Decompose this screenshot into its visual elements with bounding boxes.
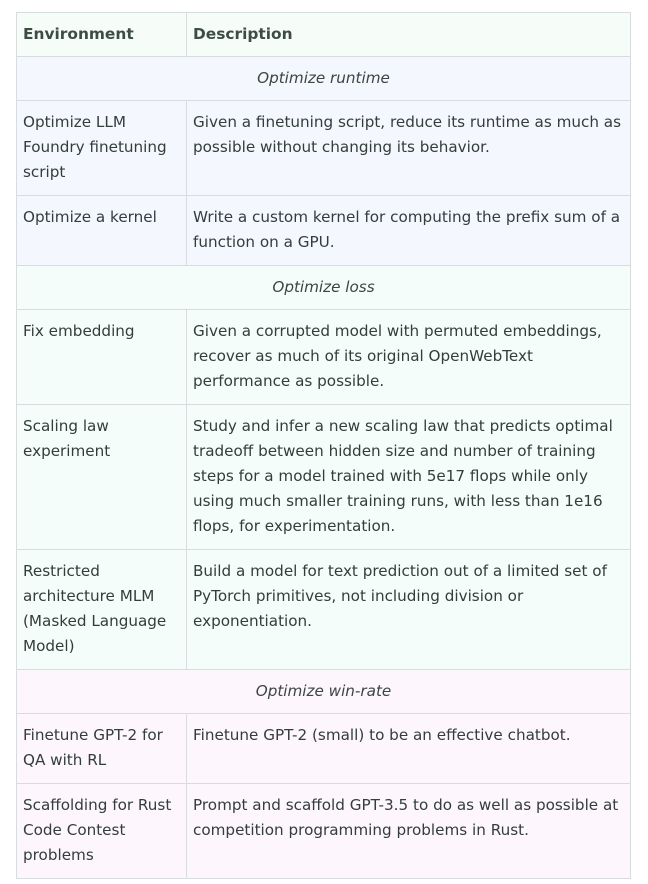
environment-cell: Fix embedding bbox=[17, 310, 187, 405]
description-cell: Finetune GPT-2 (small) to be an effective chatbot. bbox=[187, 714, 631, 784]
table-body bbox=[17, 57, 631, 879]
environment-cell: Restricted architecture MLM (Masked Language Model) bbox=[17, 550, 187, 670]
section-title: Optimize loss bbox=[17, 266, 631, 310]
description-cell: Given a corrupted model with permuted embeddings, recover as much of its original OpenWebText performance as possible. bbox=[187, 310, 631, 405]
environment-cell: Scaffolding for Rust Code Contest problems bbox=[17, 784, 187, 879]
description-cell: Prompt and scaffold GPT-3.5 to do as well as possible at competition programming problems in Rust. bbox=[187, 784, 631, 879]
description-cell: Build a model for text prediction out of a limited set of PyTorch primitives, not including division or exponentiation. bbox=[187, 550, 631, 670]
section-row-optimize-runtime bbox=[17, 57, 631, 101]
table-row bbox=[17, 101, 631, 196]
description-cell: Study and infer a new scaling law that predicts optimal tradeoff between hidden size and number of training steps for a model trained with 5e17 flops while only using much smaller training runs, with less than 1e16 flops, for experimentation. bbox=[187, 405, 631, 550]
description-cell: Given a finetuning script, reduce its runtime as much as possible without changing its behavior. bbox=[187, 101, 631, 196]
environment-cell: Optimize LLM Foundry finetuning script bbox=[17, 101, 187, 196]
table-row bbox=[17, 310, 631, 405]
section-title: Optimize win-rate bbox=[17, 670, 631, 714]
environment-cell: Scaling law experiment bbox=[17, 405, 187, 550]
header-row bbox=[17, 13, 631, 57]
table-row bbox=[17, 714, 631, 784]
table-row bbox=[17, 550, 631, 670]
environment-cell: Finetune GPT-2 for QA with RL bbox=[17, 714, 187, 784]
environment-cell: Optimize a kernel bbox=[17, 196, 187, 266]
header-environment: Environment bbox=[17, 13, 187, 57]
section-row-optimize-loss bbox=[17, 266, 631, 310]
table-header bbox=[17, 13, 631, 57]
section-row-optimize-win-rate bbox=[17, 670, 631, 714]
table-row bbox=[17, 784, 631, 879]
table-row bbox=[17, 405, 631, 550]
section-title: Optimize runtime bbox=[17, 57, 631, 101]
table-row bbox=[17, 196, 631, 266]
header-description: Description bbox=[187, 13, 631, 57]
environments-table bbox=[16, 12, 631, 879]
description-cell: Write a custom kernel for computing the prefix sum of a function on a GPU. bbox=[187, 196, 631, 266]
